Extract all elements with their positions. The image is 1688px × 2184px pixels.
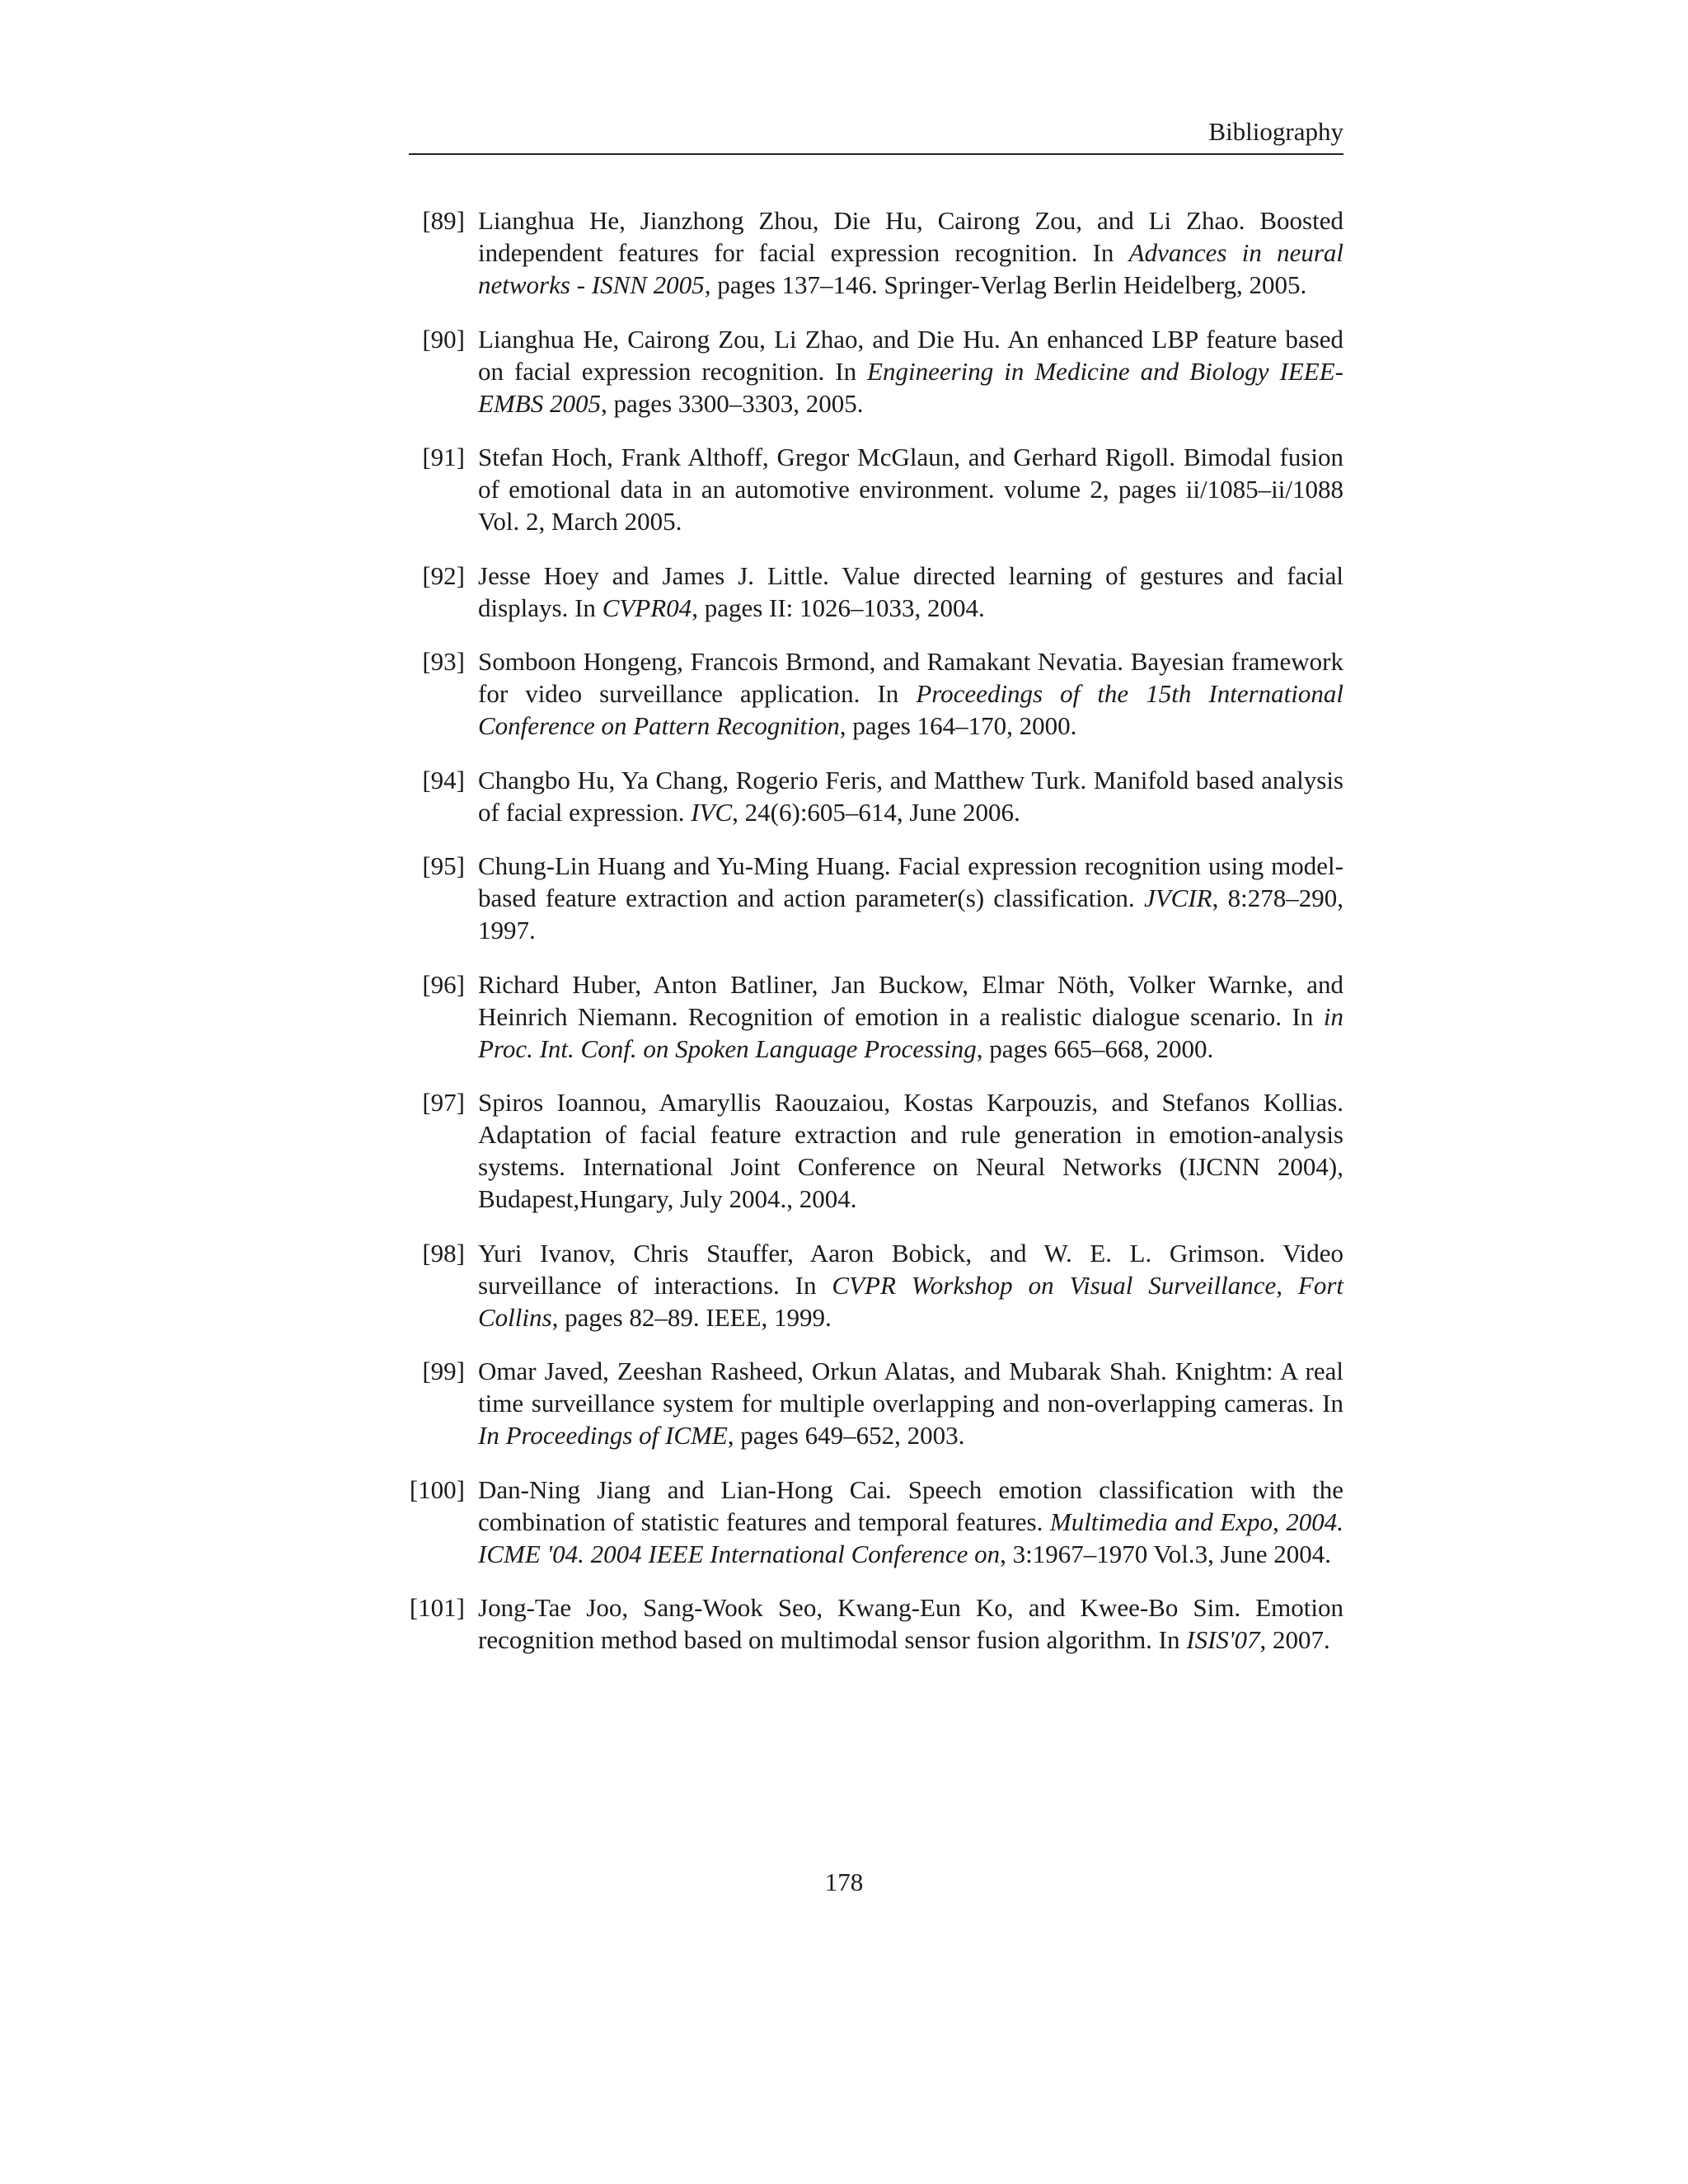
reference-label: [94] <box>422 765 465 794</box>
reference-entry <box>409 968 1343 1065</box>
reference-venue-italic: Advances in neural networks - ISNN 2005 <box>478 238 1343 299</box>
reference-text <box>478 1086 1343 1215</box>
bibliography-list <box>409 204 1343 1678</box>
reference-text-segment: , 24(6):605–614, June 2006. <box>732 797 1020 827</box>
reference-text <box>478 1237 1343 1333</box>
reference-label: [90] <box>422 324 465 354</box>
reference-entry <box>409 1086 1343 1215</box>
reference-text-segment: Yuri Ivanov, Chris Stauffer, Aaron Bobick, and W. E. L. Grimson. Video surveillance of interactions. In <box>478 1238 1343 1300</box>
reference-text <box>478 441 1343 537</box>
reference-entry <box>409 560 1343 624</box>
reference-text-segment: Spiros Ioannou, Amaryllis Raouzaiou, Kostas Karpouzis, and Stefanos Kollias. Adaptation of facial feature extraction and rule generation in emotion-analysis systems. International Joint Conference on Neural Networks (IJCNN 2004), Budapest,Hungary, July 2004., 2004. <box>478 1088 1343 1213</box>
reference-text-segment: , pages 3300–3303, 2005. <box>600 388 864 418</box>
reference-text-segment: Dan-Ning Jiang and Lian-Hong Cai. Speech emotion classification with the combination of statistic features and temporal features. <box>478 1474 1343 1536</box>
reference-text-segment: , pages 665–668, 2000. <box>976 1033 1214 1063</box>
reference-venue-italic: Multimedia and Expo, 2004. ICME '04. 2004 IEEE International Conference on <box>478 1507 1343 1568</box>
running-header-title: Bibliography <box>1208 117 1343 146</box>
reference-venue-italic: IVC <box>691 797 733 827</box>
reference-venue-italic: in Proc. Int. Conf. on Spoken Language Processing <box>478 1001 1343 1063</box>
reference-text <box>478 1474 1343 1570</box>
reference-text <box>478 204 1343 301</box>
reference-label: [95] <box>422 851 465 880</box>
reference-text <box>478 323 1343 419</box>
reference-venue-italic: CVPR04 <box>602 593 692 622</box>
reference-text-segment: Somboon Hongeng, Francois Brmond, and Ramakant Nevatia. Bayesian framework for video surveillance application. In <box>478 647 1343 708</box>
reference-entry <box>409 1591 1343 1656</box>
reference-text-segment: Lianghua He, Cairong Zou, Li Zhao, and Die Hu. An enhanced LBP feature based on facial expression recognition. In <box>478 324 1343 386</box>
reference-label: [91] <box>422 443 465 471</box>
reference-label: [97] <box>422 1088 465 1117</box>
reference-text-segment: , 2007. <box>1259 1625 1330 1654</box>
reference-text-segment: , pages 649–652, 2003. <box>727 1421 965 1450</box>
reference-entry <box>409 1355 1343 1451</box>
reference-text <box>478 560 1343 624</box>
running-header <box>409 115 1343 155</box>
reference-text <box>478 1591 1343 1656</box>
reference-entry <box>409 1237 1343 1333</box>
reference-venue-italic: Proceedings of the 15th International Conference on Pattern Recognition <box>478 679 1343 740</box>
reference-text-segment: Changbo Hu, Ya Chang, Rogerio Feris, and Matthew Turk. Manifold based analysis of facial expression. <box>478 765 1343 827</box>
reference-text-segment: , 8:278–290, 1997. <box>478 883 1343 944</box>
reference-text-segment: , pages 82–89. IEEE, 1999. <box>551 1302 832 1332</box>
reference-venue-italic: JVCIR <box>1143 883 1212 912</box>
reference-text-segment: Jong-Tae Joo, Sang-Wook Seo, Kwang-Eun Ko, and Kwee-Bo Sim. Emotion recognition method based on multimodal sensor fusion algorithm. In <box>478 1593 1343 1654</box>
reference-text <box>478 764 1343 828</box>
reference-text <box>478 850 1343 946</box>
reference-label: [93] <box>422 647 465 676</box>
reference-label: [92] <box>422 560 465 590</box>
page-number: 178 <box>824 1868 864 1896</box>
reference-label: [101] <box>409 1593 465 1622</box>
reference-text-segment: Lianghua He, Jianzhong Zhou, Die Hu, Cairong Zou, and Li Zhao. Boosted independent features for facial expression recognition. In <box>478 206 1343 267</box>
reference-text-segment: Richard Huber, Anton Batliner, Jan Buckow, Elmar Nöth, Volker Warnke, and Heinrich Niemann. Recognition of emotion in a realistic dialogue scenario. In <box>478 969 1343 1031</box>
reference-text-segment: , 3:1967–1970 Vol.3, June 2004. <box>1000 1539 1331 1568</box>
reference-venue-italic: CVPR Workshop on Visual Surveillance, Fort Collins <box>478 1270 1344 1332</box>
reference-label: [89] <box>422 206 465 235</box>
reference-entry <box>409 204 1343 301</box>
reference-entry <box>409 764 1343 828</box>
reference-text-segment: Chung-Lin Huang and Yu-Ming Huang. Facial expression recognition using model-based feature extraction and action parameter(s) classification. <box>478 851 1343 912</box>
reference-label: [100] <box>409 1474 465 1504</box>
reference-text-segment: , pages 164–170, 2000. <box>839 711 1077 740</box>
reference-label: [99] <box>422 1357 465 1385</box>
reference-text-segment: Omar Javed, Zeeshan Rasheed, Orkun Alatas, and Mubarak Shah. Knightm: A real time surveillance system for multiple overlapping and non-overlapping cameras. In <box>478 1357 1343 1418</box>
reference-text-segment: Jesse Hoey and James J. Little. Value directed learning of gestures and facial displays. In <box>478 560 1343 622</box>
reference-text <box>478 645 1343 742</box>
reference-text-segment: Stefan Hoch, Frank Althoff, Gregor McGlaun, and Gerhard Rigoll. Bimodal fusion of emotional data in an automotive environment. volume 2, pages ii/1085–ii/1088 Vol. 2, March 2005. <box>478 443 1343 536</box>
reference-label: [98] <box>422 1238 465 1268</box>
reference-entry <box>409 323 1343 419</box>
reference-venue-italic: In Proceedings of ICME <box>478 1421 728 1450</box>
reference-entry <box>409 645 1343 742</box>
reference-venue-italic: Engineering in Medicine and Biology IEEE-EMBS 2005 <box>478 356 1343 418</box>
reference-entry <box>409 850 1343 946</box>
reference-venue-italic: ISIS'07 <box>1186 1625 1260 1654</box>
reference-text <box>478 968 1343 1065</box>
reference-entry <box>409 441 1343 537</box>
reference-label: [96] <box>422 969 465 999</box>
reference-text-segment: , pages II: 1026–1033, 2004. <box>692 593 985 622</box>
reference-entry <box>409 1474 1343 1570</box>
reference-text-segment: , pages 137–146. Springer-Verlag Berlin Heidelberg, 2005. <box>704 270 1307 299</box>
reference-text <box>478 1355 1343 1451</box>
